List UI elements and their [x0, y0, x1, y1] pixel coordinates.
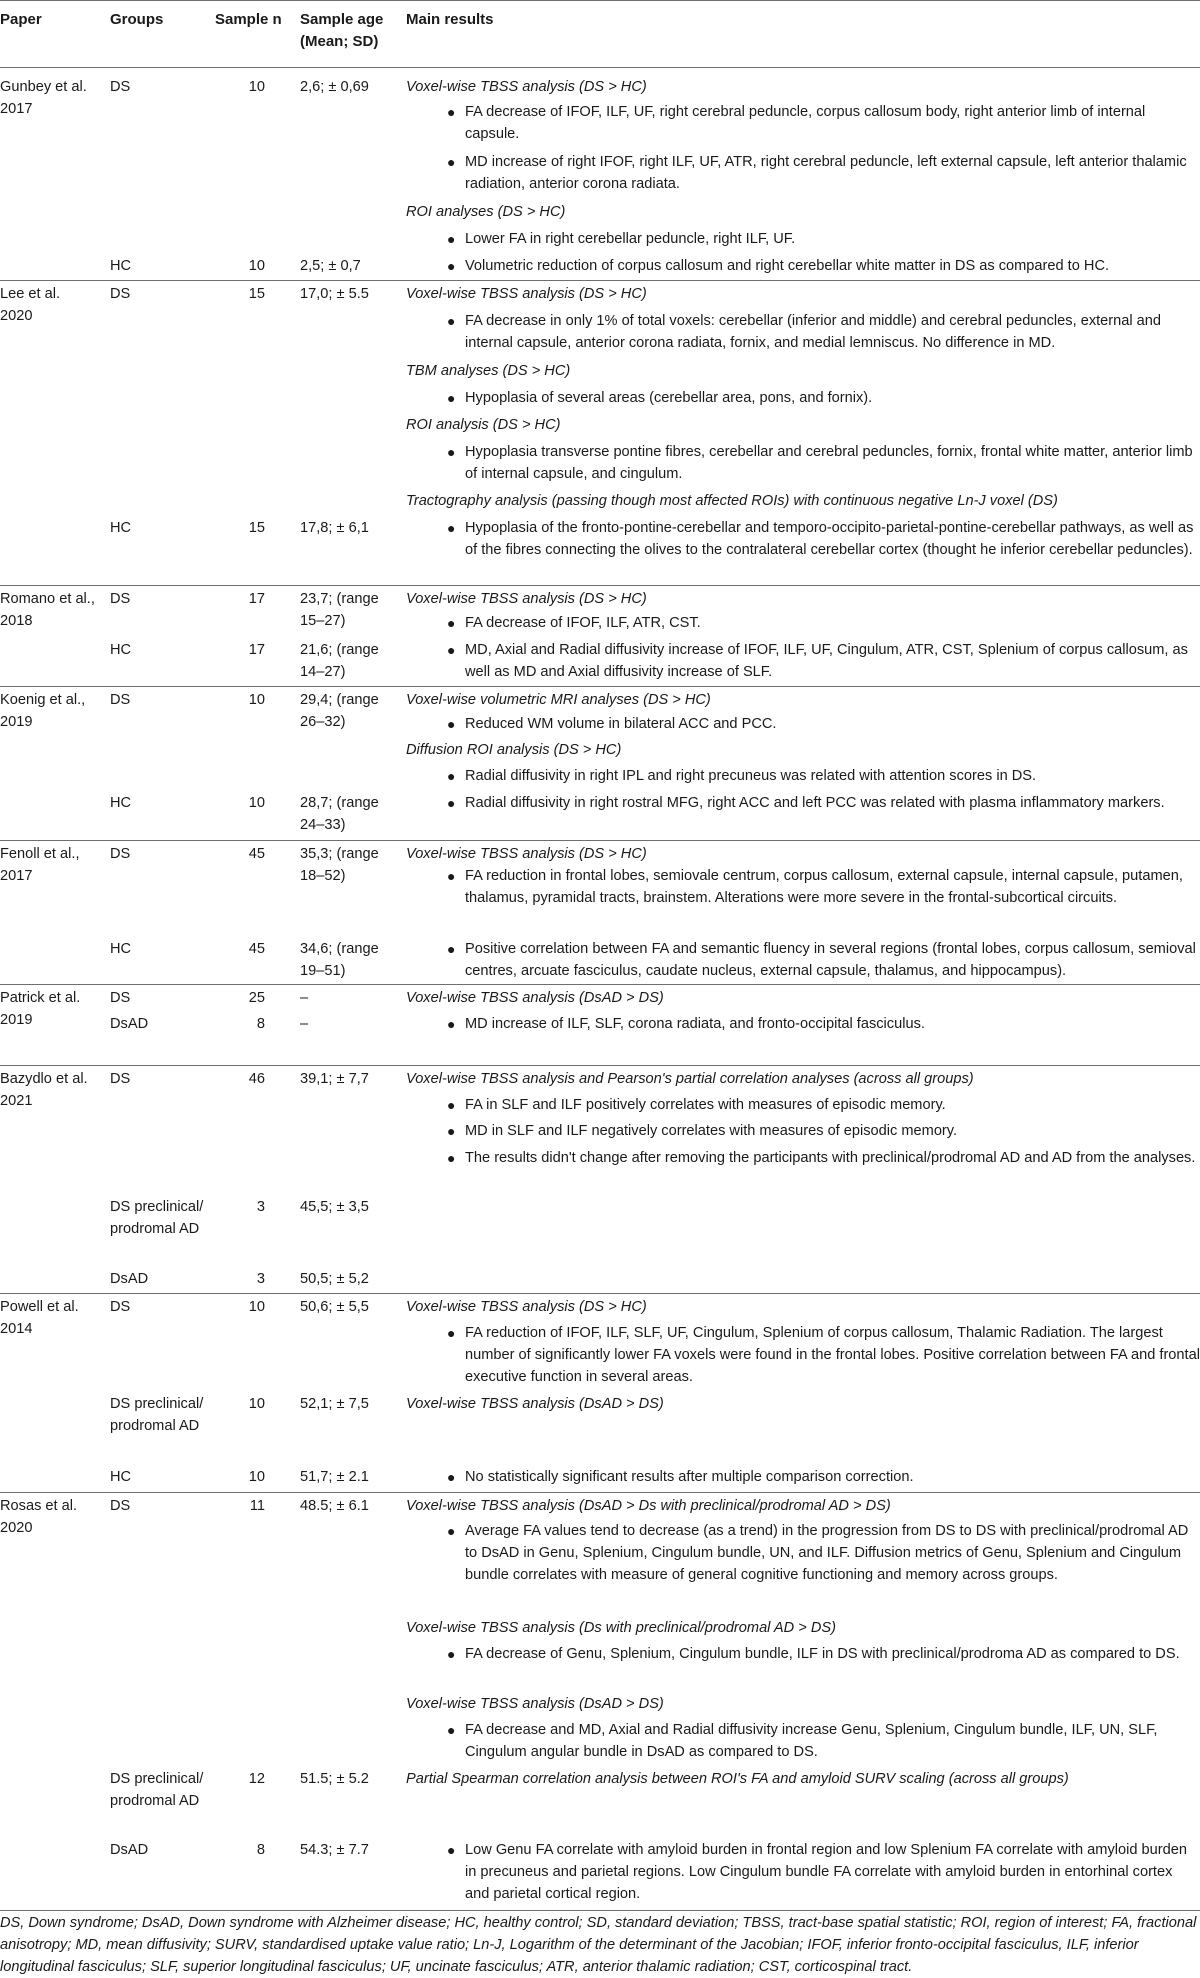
- age-cell: 2,6; ± 0,69: [300, 79, 369, 95]
- bullet-icon: ●: [447, 795, 456, 811]
- group-cell: DS: [110, 1498, 131, 1514]
- result-bullet: Hypoplasia of several areas (cerebellar area, pons, and fornix).: [465, 390, 873, 406]
- bullet-icon: ●: [447, 1016, 456, 1032]
- result-bullet: The results didn't change after removing the participants with preclinical/prodromal AD and AD from the analyses.: [465, 1150, 1196, 1166]
- age-cell: 34,6; (range 19–51): [300, 941, 379, 979]
- result-section: Diffusion ROI analysis (DS > HC): [406, 742, 622, 758]
- group-cell: HC: [110, 941, 132, 957]
- bullet-icon: ●: [447, 1646, 456, 1662]
- result-bullet: MD, Axial and Radial diffusivity increase of IFOF, ILF, UF, Cingulum, ATR, CST, Splenium of corpus callosum, as well as MD and Axial diffusivity increase of SLF.: [465, 642, 1188, 680]
- age-cell: 52,1; ± 7,5: [300, 1396, 369, 1412]
- row-rule: [0, 686, 1200, 687]
- result-section: Voxel-wise volumetric MRI analyses (DS > HC): [406, 692, 711, 708]
- row-rule: [0, 1492, 1200, 1493]
- age-cell: 28,7; (range 24–33): [300, 795, 379, 833]
- sample-cell: 10: [248, 258, 265, 274]
- bullet-icon: ●: [447, 258, 456, 274]
- age-cell: 45,5; ± 3,5: [300, 1199, 369, 1215]
- paper-cell: Powell et al. 2014: [0, 1299, 79, 1337]
- bullet-icon: ●: [447, 868, 456, 884]
- group-cell: DsAD: [110, 1842, 149, 1858]
- group-cell: DS preclinical/ prodromal AD: [110, 1771, 204, 1809]
- bullet-icon: ●: [447, 231, 456, 247]
- header-sample-label: Sample n: [215, 11, 282, 28]
- result-bullet: Volumetric reduction of corpus callosum and right cerebellar white matter in DS as compared to HC.: [465, 258, 1110, 274]
- bullet-icon: ●: [447, 390, 456, 406]
- result-section: Voxel-wise TBSS analysis (DS > HC): [406, 286, 647, 302]
- bullet-icon: ●: [447, 104, 456, 120]
- age-cell: 51.5; ± 5.2: [300, 1771, 369, 1787]
- row-rule: [0, 585, 1200, 586]
- group-cell: DS preclinical/ prodromal AD: [110, 1199, 204, 1237]
- top-rule: [0, 0, 1200, 1]
- bullet-icon: ●: [447, 1123, 456, 1139]
- result-section: Partial Spearman correlation analysis between ROI's FA and amyloid SURV scaling (across all groups): [406, 1771, 1069, 1787]
- paper-cell: Koenig et al., 2019: [0, 692, 86, 730]
- bullet-icon: ●: [447, 615, 456, 631]
- group-cell: HC: [110, 1469, 132, 1485]
- result-bullet: FA in SLF and ILF positively correlates with measures of episodic memory.: [465, 1097, 946, 1113]
- group-cell: DsAD: [110, 1016, 149, 1032]
- result-bullet: FA decrease of IFOF, ILF, ATR, CST.: [465, 615, 701, 631]
- sample-cell: 10: [248, 1396, 265, 1412]
- result-bullet: Lower FA in right cerebellar peduncle, right ILF, UF.: [465, 231, 796, 247]
- result-bullet: MD increase of right IFOF, right ILF, UF, ATR, right cerebral peduncle, left external capsule, left anterior thalamic radiation, anterior corona radiata.: [465, 154, 1187, 192]
- paper-cell: Rosas et al. 2020: [0, 1498, 78, 1536]
- row-rule: [0, 984, 1200, 985]
- sample-cell: 10: [248, 1469, 265, 1485]
- result-bullet: FA reduction of IFOF, ILF, SLF, UF, Cingulum, Splenium of corpus callosum, Thalamic Radiation. The largest number of significantly lower FA voxels were found in the frontal lobes. Positive correlation between FA and frontal executive function in several areas.: [465, 1325, 1200, 1385]
- paper-cell: Bazydlo et al. 2021: [0, 1071, 88, 1109]
- bullet-icon: ●: [447, 1469, 456, 1485]
- age-cell: 29,4; (range 26–32): [300, 692, 379, 730]
- abbreviations-footnote: DS, Down syndrome; DsAD, Down syndrome with Alzheimer disease; HC, healthy control; SD, standard deviation; TBSS, tract-base spatial statistic; ROI, region of interest; FA, fractional anisotropy; MD, mean diffusivity; SURV, standardised uptake value ratio; Ln-J, Logarithm of the determinant of the Jacobian; IFOF, inferior fronto-occipital fasciculus, ILF, inferior longitudinal fasciculus; SLF, superior longitudinal fasciculus; UF, uncinate fasciculus; ATR, anterior thalamic radiation; CST, corticospinal tract.: [0, 1915, 1197, 1975]
- result-bullet: FA decrease in only 1% of total voxels: cerebellar (inferior and middle) and cerebral peduncles, external and internal capsule, anterior corona radiata, fornix, and medial lemniscus. No difference in MD.: [465, 313, 1162, 351]
- group-cell: DS: [110, 692, 131, 708]
- row-rule: [0, 840, 1200, 841]
- group-cell: HC: [110, 795, 132, 811]
- header-groups: Groups: [110, 11, 164, 28]
- group-cell: DS: [110, 1071, 131, 1087]
- result-section: Voxel-wise TBSS analysis (DS > HC): [406, 591, 647, 607]
- age-cell: 50,5; ± 5,2: [300, 1271, 369, 1287]
- group-cell: DS preclinical/ prodromal AD: [110, 1396, 204, 1434]
- header-age: Sample age (Mean; SD): [300, 11, 384, 50]
- sample-cell: 45: [248, 941, 265, 957]
- sample-cell: 10: [248, 795, 265, 811]
- result-bullet: FA decrease and MD, Axial and Radial diffusivity increase Genu, Splenium, Cingulum bundle, ILF, UN, SLF, Cingulum angular bundle in DsAD as compared to DS.: [465, 1722, 1158, 1760]
- result-bullet: FA decrease of Genu, Splenium, Cingulum bundle, ILF in DS with preclinical/prodroma AD as compared to DS.: [465, 1646, 1180, 1662]
- group-cell: DS: [110, 1299, 131, 1315]
- bullet-icon: ●: [447, 941, 456, 957]
- paper-cell: Romano et al., 2018: [0, 591, 95, 629]
- bullet-icon: ●: [447, 313, 456, 329]
- result-bullet: Hypoplasia of the fronto-pontine-cerebellar and temporo-occipito-parietal-pontine-cerebellar pathways, as well as of the fibres connecting the olives to the contralateral cerebellar cortex (thought he inferior cerebellar peduncles).: [465, 520, 1194, 558]
- sample-cell: 8: [256, 1842, 265, 1858]
- age-cell: 17,0; ± 5.5: [300, 286, 369, 302]
- bullet-icon: ●: [447, 716, 456, 732]
- bullet-icon: ●: [447, 520, 456, 536]
- bullet-icon: ●: [447, 1097, 456, 1113]
- bullet-icon: ●: [447, 444, 456, 460]
- sample-cell: 10: [248, 1299, 265, 1315]
- group-cell: DS: [110, 591, 131, 607]
- bullet-icon: ●: [447, 768, 456, 784]
- age-cell: 51,7; ± 2.1: [300, 1469, 369, 1485]
- header-rule: [0, 67, 1200, 68]
- result-section: Voxel-wise TBSS analysis (DS > HC): [406, 1299, 647, 1315]
- result-bullet: No statistically significant results after multiple comparison correction.: [465, 1469, 914, 1485]
- bullet-icon: ●: [447, 1722, 456, 1738]
- sample-cell: 3: [256, 1199, 265, 1215]
- age-cell: 54.3; ± 7.7: [300, 1842, 369, 1858]
- group-cell: DS: [110, 79, 131, 95]
- paper-cell: Gunbey et al. 2017: [0, 79, 87, 117]
- result-section: Voxel-wise TBSS analysis (DsAD > DS): [406, 1696, 664, 1712]
- age-cell: 39,1; ± 7,7: [300, 1071, 369, 1087]
- header-sample: [215, 9, 282, 31]
- result-bullet: FA decrease of IFOF, ILF, UF, right cerebral peduncle, corpus callosum body, right anterior limb of internal capsule.: [465, 104, 1146, 142]
- row-rule: [0, 1293, 1200, 1294]
- age-cell: 2,5; ± 0,7: [300, 258, 361, 274]
- bottom-rule: [0, 1910, 1200, 1911]
- result-bullet: Radial diffusivity in right IPL and right precuneus was related with attention scores in DS.: [465, 768, 1037, 784]
- group-cell: HC: [110, 642, 132, 658]
- age-cell: 23,7; (range 15–27): [300, 591, 379, 629]
- group-cell: HC: [110, 520, 132, 536]
- bullet-icon: ●: [447, 642, 456, 658]
- paper-cell: Fenoll et al., 2017: [0, 846, 80, 884]
- group-cell: DS: [110, 286, 131, 302]
- sample-cell: 3: [256, 1271, 265, 1287]
- group-cell: DsAD: [110, 1271, 149, 1287]
- result-bullet: MD increase of ILF, SLF, corona radiata, and fronto-occipital fasciculus.: [465, 1016, 925, 1032]
- age-cell: 21,6; (range 14–27): [300, 642, 379, 680]
- row-rule: [0, 1065, 1200, 1066]
- sample-cell: 45: [248, 846, 265, 862]
- age-cell: –: [300, 1016, 309, 1032]
- group-cell: DS: [110, 990, 131, 1006]
- result-section: ROI analysis (DS > HC): [406, 417, 561, 433]
- result-section: TBM analyses (DS > HC): [406, 363, 571, 379]
- paper-cell: Lee et al. 2020: [0, 286, 61, 324]
- sample-cell: 17: [248, 591, 265, 607]
- sample-cell: 11: [249, 1498, 265, 1514]
- age-cell: 35,3; (range 18–52): [300, 846, 379, 884]
- result-section: Voxel-wise TBSS analysis (DsAD > DS): [406, 990, 664, 1006]
- age-cell: –: [300, 990, 309, 1006]
- result-section: Voxel-wise TBSS analysis (DS > HC): [406, 846, 647, 862]
- sample-cell: 10: [248, 692, 265, 708]
- sample-cell: 15: [248, 520, 265, 536]
- result-section: Voxel-wise TBSS analysis (DsAD > Ds with preclinical/prodromal AD > DS): [406, 1498, 891, 1514]
- result-bullet: Reduced WM volume in bilateral ACC and PCC.: [465, 716, 777, 732]
- sample-cell: 46: [248, 1071, 265, 1087]
- bullet-icon: ●: [447, 1150, 456, 1166]
- row-rule: [0, 280, 1200, 281]
- header-results: Main results: [406, 11, 494, 28]
- result-bullet: MD in SLF and ILF negatively correlates with measures of episodic memory.: [465, 1123, 958, 1139]
- sample-cell: 25: [248, 990, 265, 1006]
- bullet-icon: ●: [447, 1842, 456, 1858]
- header-paper: Paper: [0, 11, 42, 28]
- result-bullet: FA reduction in frontal lobes, semiovale centrum, corpus callosum, external capsule, internal capsule, putamen, thalamus, pyramidal tracts, brainstem. Alterations were more severe in the frontal-subcortical circuits.: [465, 868, 1183, 906]
- group-cell: DS: [110, 846, 131, 862]
- bullet-icon: ●: [447, 154, 456, 170]
- result-section: Voxel-wise TBSS analysis (DsAD > DS): [406, 1396, 664, 1412]
- sample-cell: 10: [248, 79, 265, 95]
- group-cell: HC: [110, 258, 132, 274]
- bullet-icon: ●: [447, 1325, 456, 1341]
- result-bullet: Radial diffusivity in right rostral MFG, right ACC and left PCC was related with plasma inflammatory markers.: [465, 795, 1165, 811]
- age-cell: 17,8; ± 6,1: [300, 520, 369, 536]
- result-section: Voxel-wise TBSS analysis (DS > HC): [406, 79, 647, 95]
- paper-cell: Patrick et al. 2019: [0, 990, 81, 1028]
- age-cell: 50,6; ± 5,5: [300, 1299, 369, 1315]
- sample-cell: 17: [248, 642, 265, 658]
- result-bullet: Average FA values tend to decrease (as a trend) in the progression from DS to DS with preclinical/prodromal AD to DsAD in Genu, Splenium, Cingulum bundle, UN, and ILF. Diffusion metrics of Genu, Splenium and Cingulum bundle correlates with measure of general cognitive functioning and memory across groups.: [465, 1523, 1189, 1583]
- result-section: Tractography analysis (passing though most affected ROIs) with continuous negative Ln-J voxel (DS): [406, 493, 1058, 509]
- result-section: Voxel-wise TBSS analysis and Pearson's partial correlation analyses (across all groups): [406, 1071, 974, 1087]
- result-bullet: Low Genu FA correlate with amyloid burden in frontal region and low Splenium FA correlate with amyloid burden in precuneus and parietal regions. Low Cingulum bundle FA correlate with amyloid burden in entorhinal cortex and parietal cortical region.: [465, 1842, 1187, 1902]
- result-section: Voxel-wise TBSS analysis (Ds with preclinical/prodromal AD > DS): [406, 1620, 836, 1636]
- result-section: ROI analyses (DS > HC): [406, 204, 566, 220]
- bullet-icon: ●: [447, 1523, 456, 1539]
- sample-cell: 8: [256, 1016, 265, 1032]
- age-cell: 48.5; ± 6.1: [300, 1498, 369, 1514]
- sample-cell: 15: [248, 286, 265, 302]
- sample-cell: 12: [248, 1771, 265, 1787]
- result-bullet: Positive correlation between FA and semantic fluency in several regions (frontal lobes, corpus callosum, semioval centres, arcuate fasciculus, caudate nucleus, external capsule, thalamus, and hippocampus).: [465, 941, 1196, 979]
- result-bullet: Hypoplasia transverse pontine fibres, cerebellar and cerebral peduncles, fornix, frontal white matter, anterior limb of internal capsule, and cingulum.: [465, 444, 1193, 482]
